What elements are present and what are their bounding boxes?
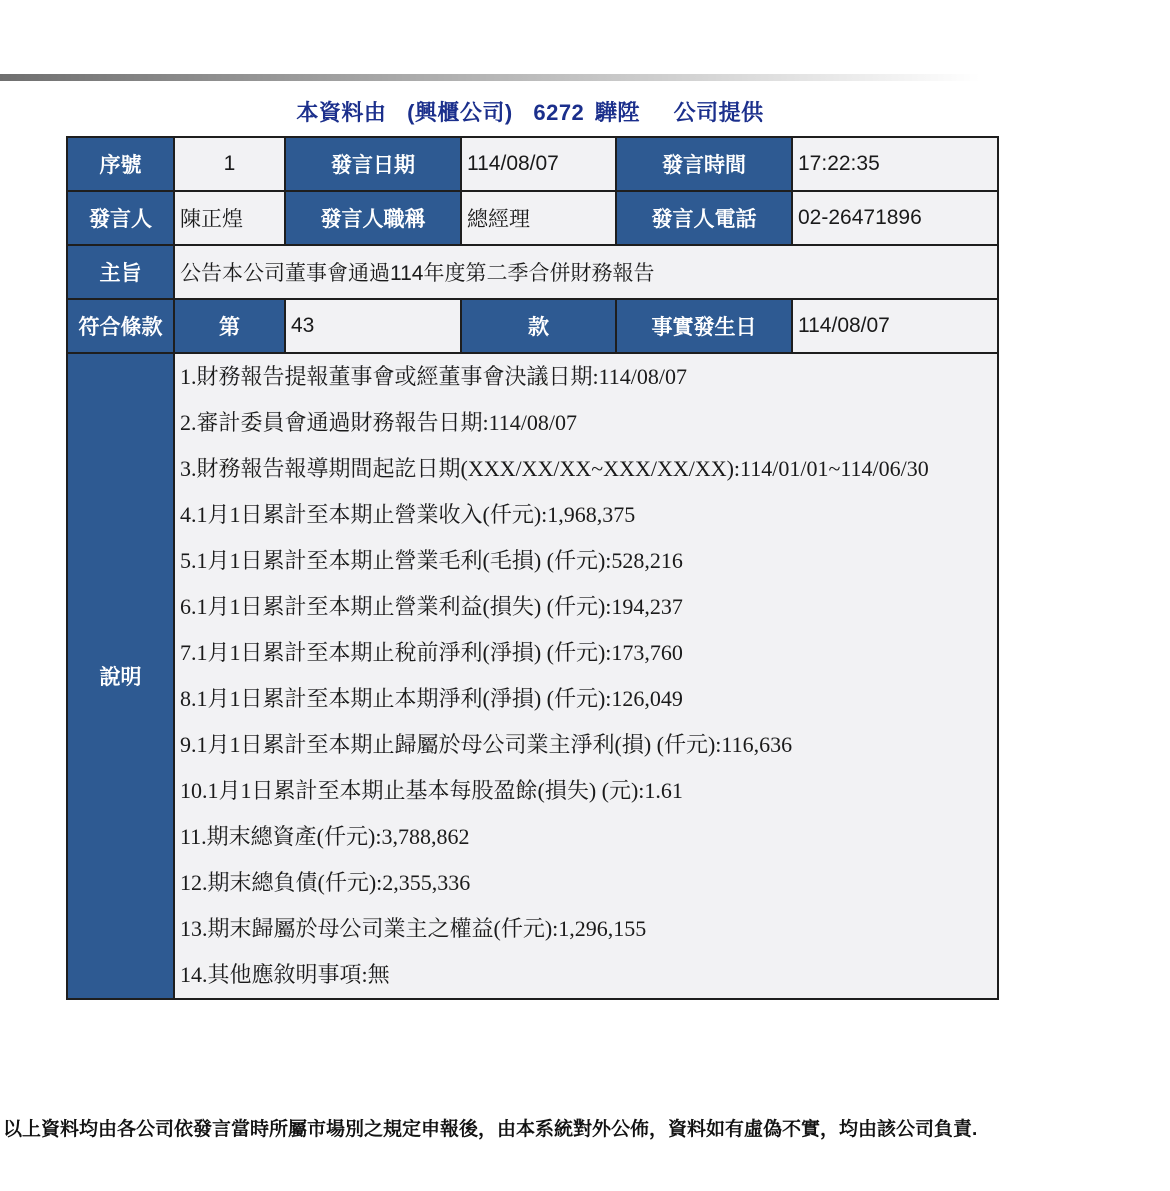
- description-item: 3.財務報告報導期間起訖日期(XXX/XX/XX~XXX/XX/XX):114/01/01~114/06/30: [180, 456, 929, 481]
- date-value: 114/08/07: [461, 137, 616, 191]
- description-item: 7.1月1日累計至本期止稅前淨利(淨損) (仟元):173,760: [180, 640, 683, 665]
- speaker-value: 陳正煌: [174, 191, 285, 245]
- disclaimer-note: 以上資料均由各公司依發言當時所屬市場別之規定申報後，由本系統對外公佈，資料如有虛偽不實，均由該公司負責.: [3, 1119, 978, 1140]
- subject-value: 公告本公司董事會通過114年度第二季合併財務報告: [174, 245, 998, 299]
- clause-di-label: 第: [174, 299, 285, 353]
- speaker-phone-label: 發言人電話: [616, 191, 792, 245]
- description-item: 2.審計委員會通過財務報告日期:114/08/07: [180, 410, 578, 435]
- time-value: 17:22:35: [792, 137, 998, 191]
- description-item: 5.1月1日累計至本期止營業毛利(毛損) (仟元):528,216: [180, 548, 683, 573]
- clause-number: 43: [285, 299, 461, 353]
- date-label: 發言日期: [285, 137, 461, 191]
- event-date-value: 114/08/07: [792, 299, 998, 353]
- description-item: 4.1月1日累計至本期止營業收入(仟元):1,968,375: [180, 502, 636, 527]
- speaker-label: 發言人: [67, 191, 174, 245]
- description-item: 14.其他應敘明事項:無: [180, 962, 390, 987]
- subject-label: 主旨: [67, 245, 174, 299]
- description-content: [174, 353, 998, 999]
- description-label: 說明: [67, 353, 174, 999]
- provider-prefix: 本資料由: [296, 100, 387, 125]
- market-type: (興櫃公司): [407, 100, 513, 125]
- row-description: [67, 353, 998, 999]
- company-name: 驊陞: [594, 100, 640, 125]
- clause-label: 符合條款: [67, 299, 174, 353]
- description-item: 6.1月1日累計至本期止營業利益(損失) (仟元):194,237: [180, 594, 683, 619]
- speaker-title-value: 總經理: [461, 191, 616, 245]
- seq-value: 1: [174, 137, 285, 191]
- provider-line: [0, 96, 1060, 127]
- description-item: 10.1月1日累計至本期止基本每股盈餘(損失) (元):1.61: [180, 778, 683, 803]
- description-item: 8.1月1日累計至本期止本期淨利(淨損) (仟元):126,049: [180, 686, 683, 711]
- speaker-title-label: 發言人職稱: [285, 191, 461, 245]
- speaker-phone-value: 02-26471896: [792, 191, 998, 245]
- description-item: 12.期末總負債(仟元):2,355,336: [180, 870, 471, 895]
- provider-suffix: 公司提供: [673, 100, 764, 125]
- row-subject: [67, 245, 998, 299]
- event-date-label: 事實發生日: [616, 299, 792, 353]
- top-divider: [0, 74, 980, 81]
- time-label: 發言時間: [616, 137, 792, 191]
- row-clause: [67, 299, 998, 353]
- description-item: 1.財務報告提報董事會或經董事會決議日期:114/08/07: [180, 364, 688, 389]
- description-item: 9.1月1日累計至本期止歸屬於母公司業主淨利(損) (仟元):116,636: [180, 732, 793, 757]
- announcement-table: [66, 136, 999, 1000]
- row-speaker: [67, 191, 998, 245]
- seq-label: 序號: [67, 137, 174, 191]
- stock-code: 6272: [533, 100, 585, 125]
- description-item: 13.期末歸屬於母公司業主之權益(仟元):1,296,155: [180, 916, 647, 941]
- clause-kuan-label: 款: [461, 299, 616, 353]
- description-item: 11.期末總資產(仟元):3,788,862: [180, 824, 470, 849]
- row-sequence-date-time: [67, 137, 998, 191]
